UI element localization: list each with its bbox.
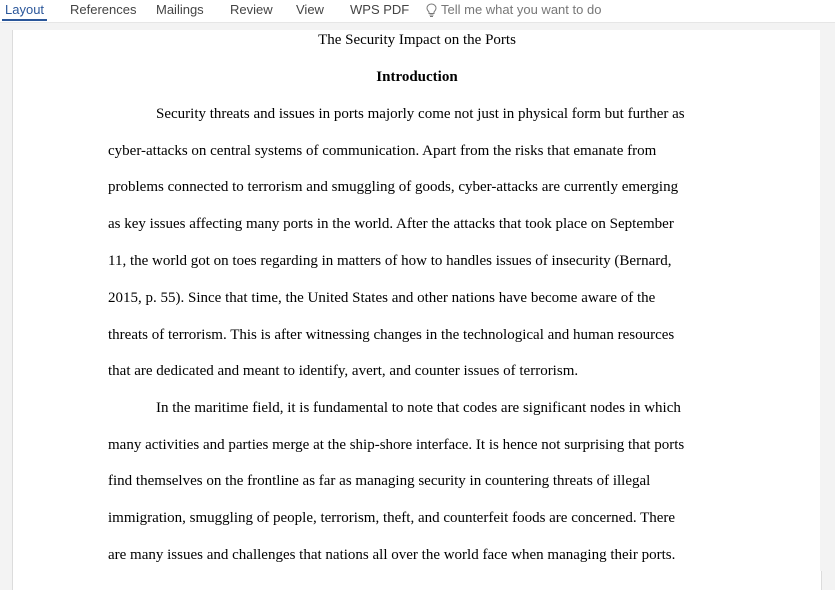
tell-me-search[interactable] (426, 2, 601, 20)
paragraph-line: threats of terrorism. This is after witnessing changes in the technological and human resources (108, 327, 675, 343)
vertical-scrollbar[interactable] (820, 30, 835, 571)
tab-layout[interactable]: Layout (5, 2, 45, 17)
tab-references[interactable]: References (70, 2, 137, 17)
paragraph-line: that are dedicated and meant to identify, avert, and counter issues of terrorism. (108, 363, 579, 379)
search-placeholder: Tell me what you want to do (441, 2, 602, 17)
paragraph-line: are many issues and challenges that nations all over the world face when managing their ports. (108, 547, 676, 563)
paragraph-line: Security threats and issues in ports majorly come not just in physical form but further as (156, 106, 685, 122)
paragraph-line: problems connected to terrorism and smuggling of goods, cyber-attacks are currently emerging (108, 179, 679, 195)
section-heading: Introduction (376, 69, 458, 85)
paragraph-line: In the maritime field, it is fundamental to note that codes are significant nodes in which (156, 400, 681, 416)
tab-view[interactable]: View (296, 2, 324, 17)
paragraph-line: find themselves on the frontline as far as managing security in countering threats of illegal (108, 473, 651, 489)
paragraph-line: cyber-attacks on central systems of communication. Apart from the risks that emanate from (108, 143, 657, 159)
tab-review[interactable]: Review (230, 2, 273, 17)
document-page[interactable] (12, 30, 822, 590)
paragraph-line: immigration, smuggling of people, terrorism, theft, and counterfeit foods are concerned. There (108, 510, 676, 526)
lightbulb-icon (426, 3, 437, 20)
paragraph-line: 2015, p. 55). Since that time, the United States and other nations have become aware of the (108, 290, 656, 306)
tab-mailings[interactable]: Mailings (156, 2, 204, 17)
paragraph-line: many activities and parties merge at the ship-shore interface. It is hence not surprising that ports (108, 437, 685, 453)
document-title: The Security Impact on the Ports (318, 32, 516, 48)
paragraph-line: as key issues affecting many ports in the world. After the attacks that took place on September (108, 216, 674, 232)
tab-wps-pdf[interactable]: WPS PDF (350, 2, 410, 17)
ribbon-tab-bar (0, 0, 835, 23)
paragraph-line: 11, the world got on toes regarding in matters of how to handles issues of insecurity (Bernard, (108, 253, 672, 269)
